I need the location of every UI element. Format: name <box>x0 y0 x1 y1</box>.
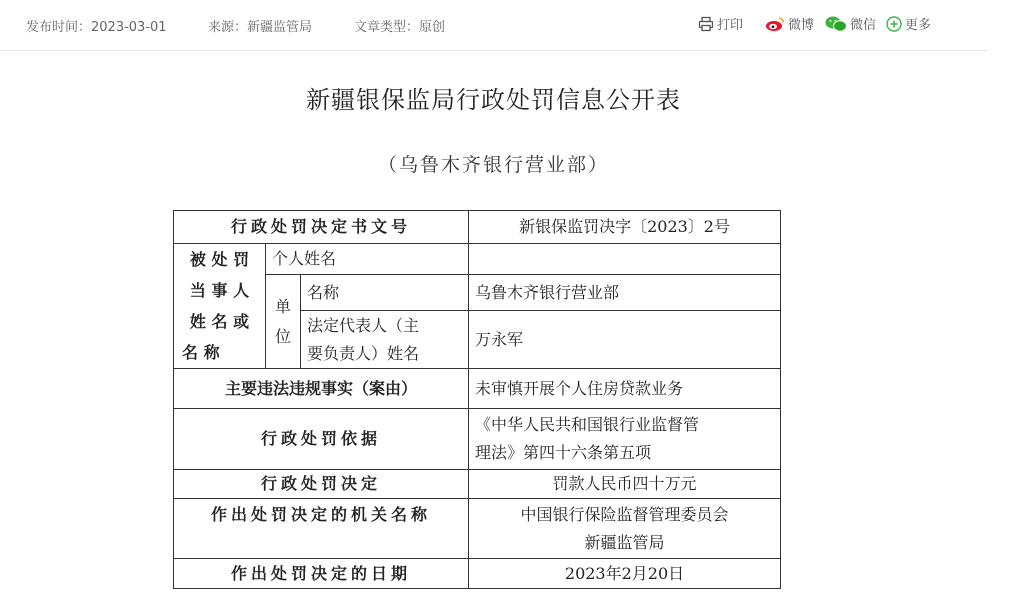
unit-name-value: 乌鲁木齐银行营业部 <box>469 275 781 311</box>
table-row <box>174 275 781 311</box>
party-label <box>174 244 266 369</box>
print-button[interactable] <box>698 14 743 33</box>
authority-value-line: 中国银行保险监督管理委员会 <box>520 504 729 524</box>
unit-label-line: 位 <box>274 326 291 346</box>
wechat-label: 微信 <box>850 18 877 33</box>
authority-value-line: 新疆监管局 <box>584 532 665 552</box>
legal-rep-label-line: 要负责人）姓名 <box>307 343 420 363</box>
legal-rep-label <box>301 311 469 369</box>
individual-label: 个人姓名 <box>266 244 469 275</box>
page-subtitle: （乌鲁木齐银行营业部） <box>377 154 609 176</box>
table-row <box>174 211 781 244</box>
basis-value <box>469 409 781 470</box>
page-title: 新疆银保监局行政处罚信息公开表 <box>306 86 681 114</box>
unit-label <box>266 275 301 369</box>
print-label: 打印 <box>717 18 744 33</box>
decision-value: 罚款人民币四十万元 <box>469 470 781 499</box>
doc-no-value: 新银保监罚决字〔2023〕2号 <box>469 211 781 244</box>
wechat-share-button[interactable] <box>825 14 876 33</box>
doc-no-label: 行政处罚决定书文号 <box>174 211 469 244</box>
table-row <box>174 470 781 499</box>
table-row <box>174 409 781 470</box>
party-label-line: 被 处 罚 <box>189 250 250 269</box>
legal-rep-label-line: 法定代表人（主 <box>307 315 420 335</box>
unit-name-label: 名称 <box>301 275 469 311</box>
unit-label-line: 单 <box>274 296 291 316</box>
table-row <box>174 499 781 559</box>
weibo-icon <box>765 16 785 32</box>
article-source: 来源：新疆监管局 <box>208 20 313 35</box>
more-label: 更多 <box>905 18 932 33</box>
date-label: 作出处罚决定的日期 <box>174 559 469 589</box>
party-label-line: 当 事 人 <box>189 281 250 300</box>
table-row <box>174 244 781 275</box>
basis-value-line: 《中华人民共和国银行业监督管 <box>475 415 700 434</box>
table-row <box>174 559 781 589</box>
article-meta-bar <box>0 0 987 51</box>
authority-value <box>469 499 781 559</box>
authority-label: 作出处罚决定的机关名称 <box>174 499 469 559</box>
party-label-line: 姓 名 或 <box>189 312 250 331</box>
weibo-label: 微博 <box>788 18 815 33</box>
facts-value: 未审慎开展个人住房贷款业务 <box>469 369 781 409</box>
table-row <box>174 369 781 409</box>
date-value: 2023年2月20日 <box>469 559 781 589</box>
facts-label: 主要违法违规事实（案由） <box>174 369 469 409</box>
print-icon <box>698 16 714 32</box>
publish-time: 发布时间：2023-03-01 <box>26 20 167 35</box>
basis-label: 行政处罚依据 <box>174 409 469 470</box>
penalty-table <box>173 210 781 589</box>
wechat-icon <box>825 16 847 32</box>
weibo-share-button[interactable] <box>765 14 814 33</box>
individual-value <box>469 244 781 275</box>
legal-rep-value: 万永军 <box>469 311 781 369</box>
plus-circle-icon <box>886 16 902 32</box>
article-type: 文章类型：原创 <box>354 20 446 35</box>
basis-value-line: 理法》第四十六条第五项 <box>475 443 652 462</box>
party-label-line: 名 称 <box>182 343 220 362</box>
more-share-button[interactable] <box>886 14 931 33</box>
decision-label: 行政处罚决定 <box>174 470 469 499</box>
